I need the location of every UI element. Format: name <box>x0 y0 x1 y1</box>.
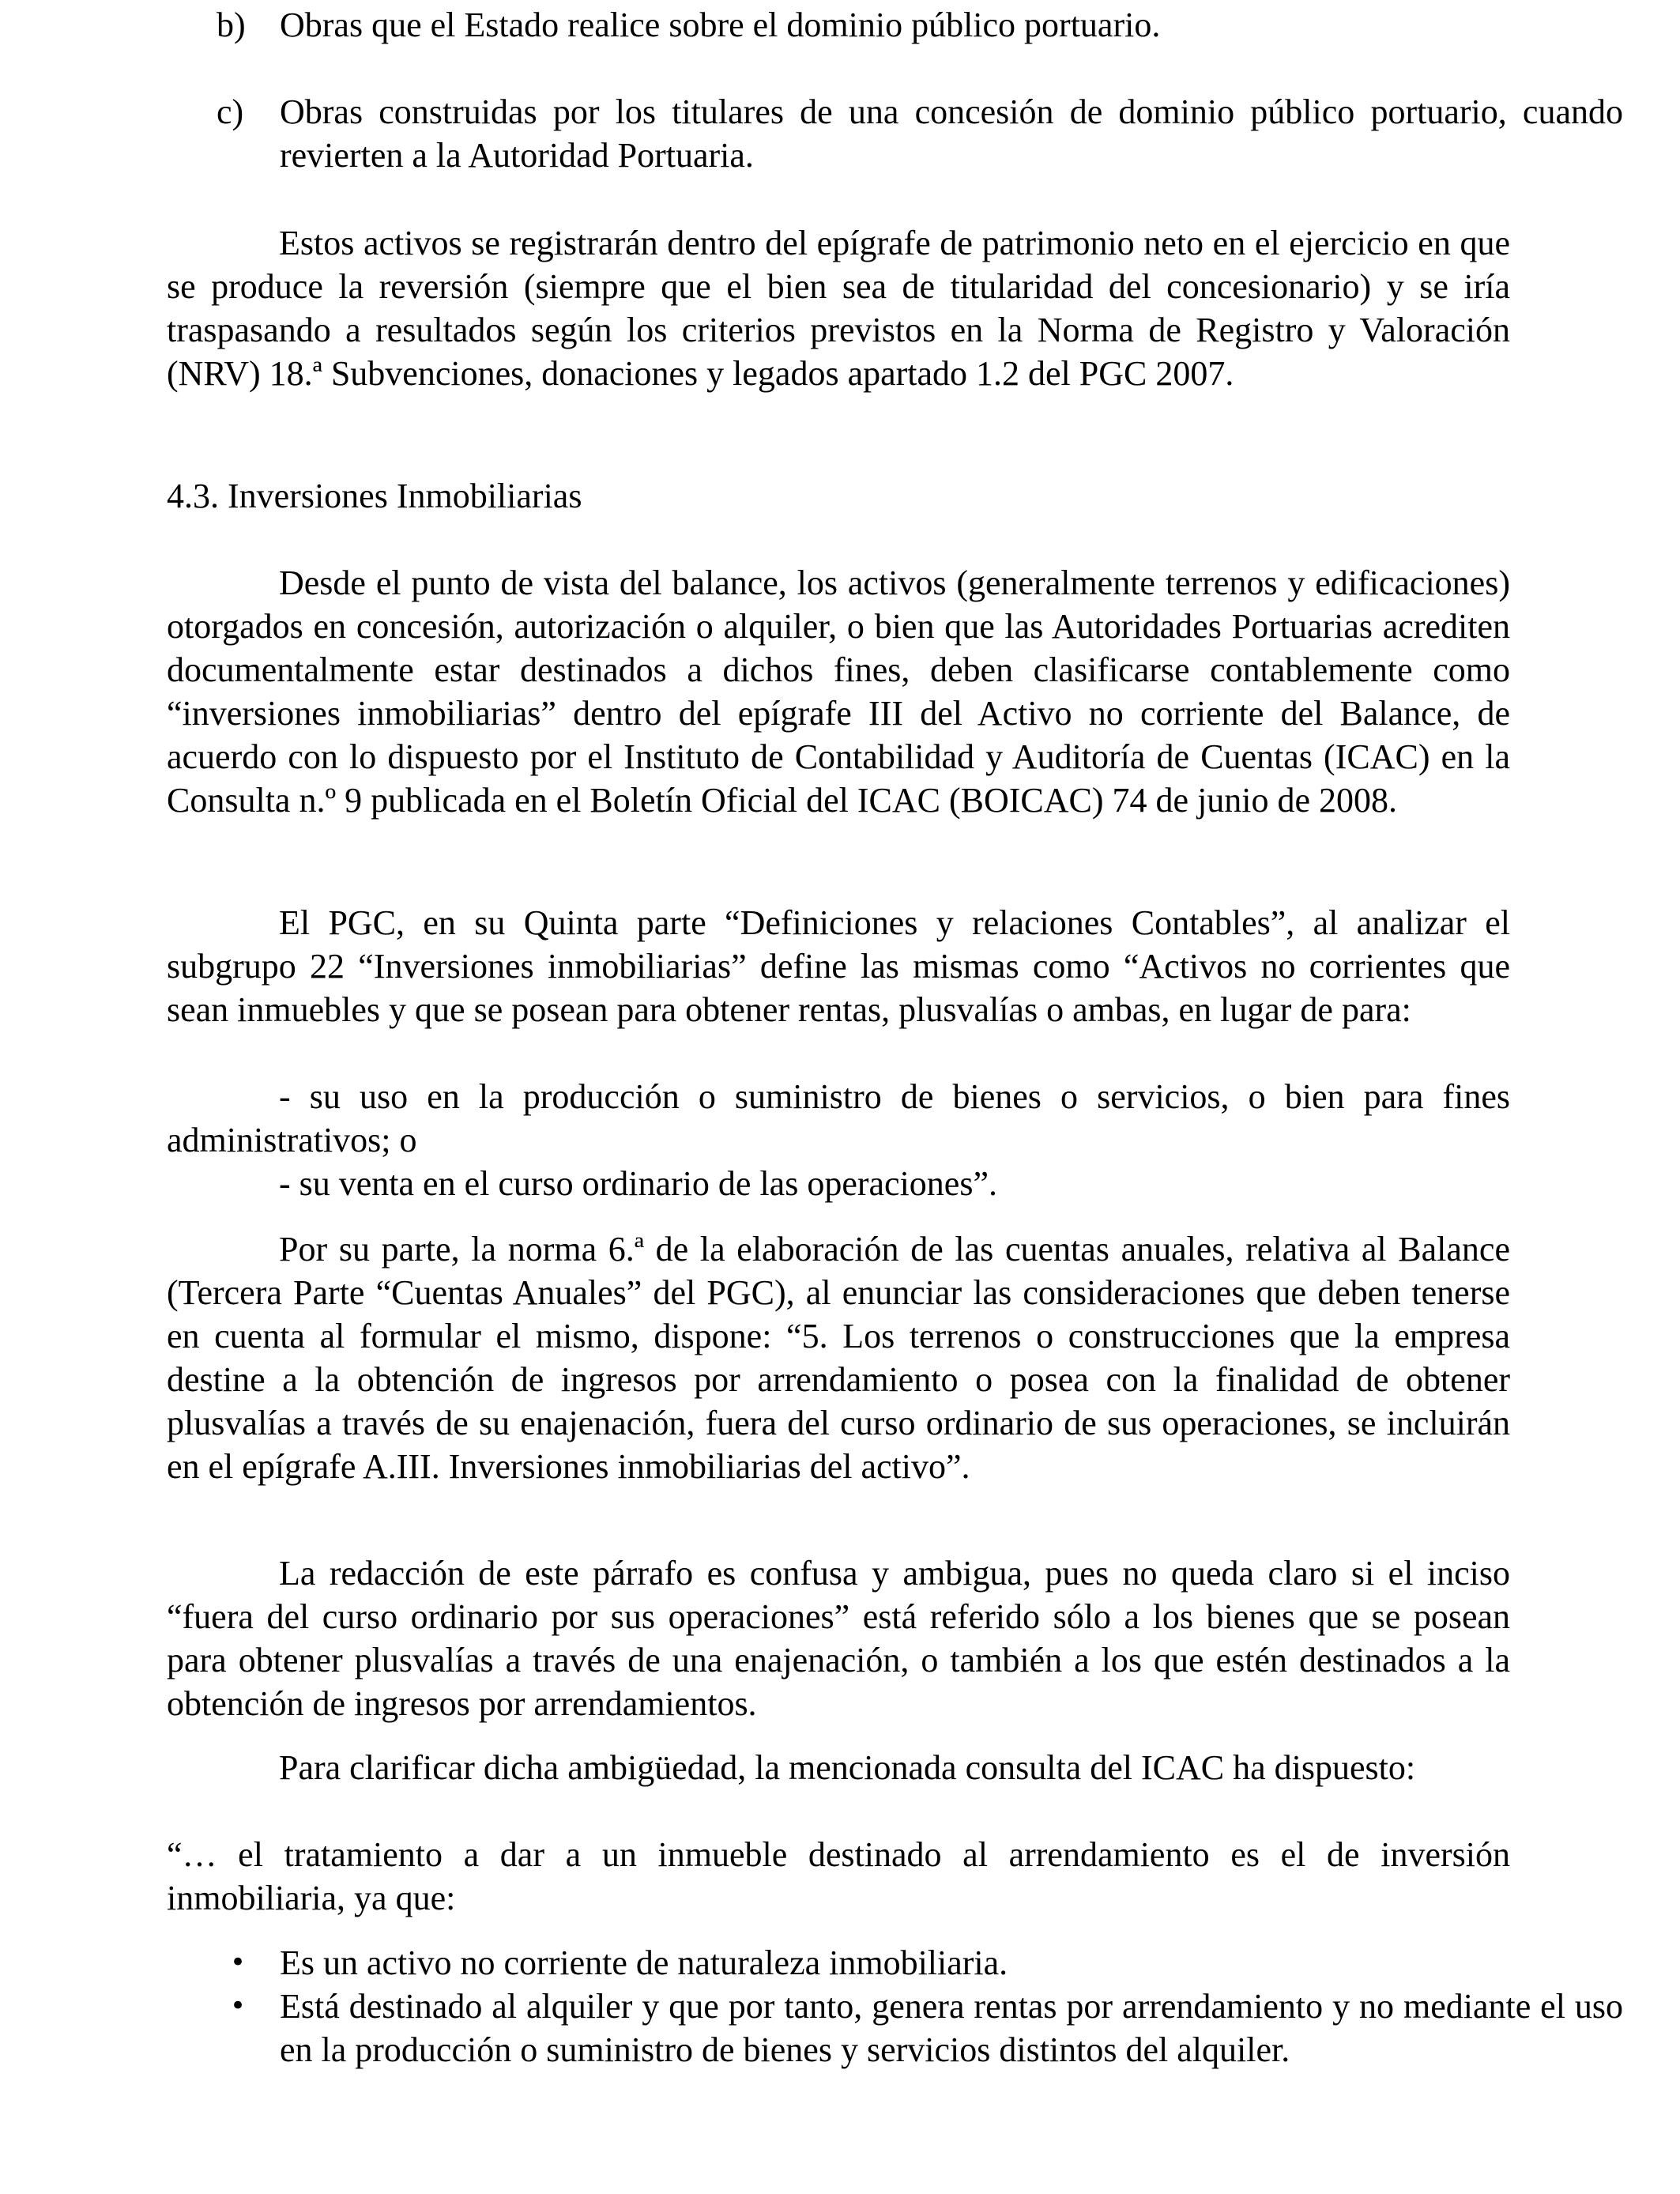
bullet-text: Está destinado al alquiler y que por tanto, genera rentas por arrendamiento y no mediante el uso en la producción o suministro de bienes y servicios distintos del alquiler. <box>280 1987 1623 2069</box>
bullet-text: Es un activo no corriente de naturaleza inmobiliaria. <box>280 1943 1008 1982</box>
paragraph-norma: Por su parte, la norma 6.ª de la elaboración de las cuentas anuales, relativa al Balance (Tercera Parte “Cuentas Anuales” del PGC), al enunciar las consideraciones que deben tenerse en cuenta al formular el mismo, dispone: “5. Los terrenos o construcciones que la empresa destine a la obtención de ingresos por arrendamiento o posea con la finalidad de obtener plusvalías a través de su enajenación, fuera del curso ordinario de sus operaciones, se incluirán en el epígrafe A.III. Inversiones inmobiliarias del activo”. <box>167 1230 1510 1486</box>
bullet-item <box>167 1985 1623 2071</box>
paragraph-redaccion: La redacción de este párrafo es confusa y ambigua, pues no queda claro si el inciso “fuera del curso ordinario por sus operaciones” está referido sólo a los bienes que se posean para obtener plusvalías a través de una enajenación, o también a los que estén destinados a la obtención de ingresos por arrendamientos. <box>167 1554 1510 1723</box>
bullet-icon: • <box>230 1990 247 2022</box>
list-item-c <box>167 90 1623 177</box>
list-item-b <box>167 3 1623 47</box>
paragraph-pgc: El PGC, en su Quinta parte “Definiciones y relaciones Contables”, al analizar el subgrupo 22 “Inversiones inmobiliarias” define las mismas como “Activos no corrientes que sean inmuebles y que se posean para obtener rentas, plusvalías o ambas, en lugar de para: <box>167 903 1510 1029</box>
paragraph-dash-2: - su venta en el curso ordinario de las operaciones”. <box>279 1164 997 1203</box>
paragraph-balance: Desde el punto de vista del balance, los activos (generalmente terrenos y edificaciones) otorgados en concesión, autorización o alquiler, o bien que las Autoridades Portuarias acrediten documentalmente estar destinados a dichos fines, deben clasificarse contablemente como “inversiones inmobiliarias” dentro del epígrafe III del Activo no corriente del Balance, de acuerdo con lo dispuesto por el Instituto de Contabilidad y Auditoría de Cuentas (ICAC) en la Consulta n.º 9 publicada en el Boletín Oficial del ICAC (BOICAC) 74 de junio de 2008. <box>167 564 1510 820</box>
list-item-text: Obras que el Estado realice sobre el dominio público portuario. <box>280 6 1161 44</box>
bullet-icon: • <box>230 1947 247 1978</box>
list-marker: b) <box>217 6 246 44</box>
paragraph-clarificar: Para clarificar dicha ambigüedad, la mencionada consulta del ICAC ha dispuesto: <box>279 1748 1416 1787</box>
paragraph-reversion: Estos activos se registrarán dentro del epígrafe de patrimonio neto en el ejercicio en que se produce la reversión (siempre que el bien sea de titularidad del concesionario) y se iría traspasando a resultados según los criterios previstos en la Norma de Registro y Valoración (NRV) 18.ª Subvenciones, donaciones y legados apartado 1.2 del PGC 2007. <box>167 224 1510 393</box>
bullet-item <box>167 1941 1623 1985</box>
section-heading: 4.3. Inversiones Inmobiliarias <box>167 477 582 515</box>
paragraph-quote: “… el tratamiento a dar a un inmueble destinado al arrendamiento es el de inversión inmobiliaria, ya que: <box>167 1835 1510 1917</box>
list-item-text: Obras construidas por los titulares de una concesión de dominio público portuario, cuando revierten a la Autoridad Portuaria. <box>280 92 1623 175</box>
list-marker: c) <box>217 92 244 131</box>
paragraph-dash-1: - su uso en la producción o suministro de bienes o servicios, o bien para fines administrativos; o <box>167 1077 1510 1159</box>
